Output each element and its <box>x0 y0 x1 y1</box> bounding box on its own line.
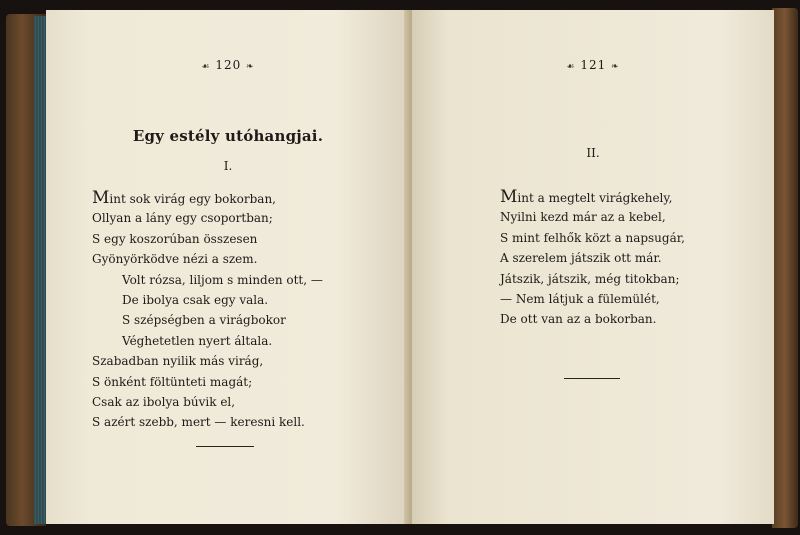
ornament-icon: ☙ <box>201 62 211 72</box>
poem-line: Gyönyörködve nézi a szem. <box>92 252 258 267</box>
poem-line: Véghetetlen nyert általa. <box>122 333 273 348</box>
initial-letter: M <box>500 187 518 207</box>
poem-line: S egy koszorúban összesen <box>92 231 258 246</box>
page-number-value: 120 <box>215 58 242 72</box>
end-rule <box>564 378 620 379</box>
section-numeral: I. <box>223 159 233 173</box>
right-cover-edge <box>772 8 798 528</box>
poem-line: S önként föltünteti magát; <box>92 374 253 389</box>
ornament-icon: ❧ <box>246 62 255 72</box>
left-page <box>46 10 410 524</box>
poem-stanza <box>92 188 323 433</box>
poem-line: Szabadban nyilik más virág, <box>92 354 264 369</box>
page-number-right <box>412 58 774 72</box>
poem-line: — Nem látjuk a fülemülét, <box>500 291 660 306</box>
ornament-icon: ❧ <box>611 62 620 72</box>
poem-line: Nyilni kezd már az a kebel, <box>500 210 666 225</box>
poem-line: Volt rózsa, liljom s minden ott, — <box>122 272 323 287</box>
poem-line: S szépségben a virágbokor <box>122 313 286 328</box>
poem-line: Mint a megtelt virágkehely, <box>500 187 673 207</box>
poem-line: De ibolya csak egy vala. <box>122 292 269 307</box>
poem-line: S mint felhők közt a napsugár, <box>500 230 685 245</box>
poem-line: Csak az ibolya búvik el, <box>92 394 236 409</box>
page-number-left <box>46 58 410 72</box>
right-page <box>412 10 774 524</box>
poem-title: Egy estély utóhangjai. <box>132 127 324 145</box>
ornament-icon: ☙ <box>566 62 576 72</box>
page-number-value: 121 <box>580 58 607 72</box>
poem-line: S azért szebb, mert — keresni kell. <box>92 415 305 430</box>
poem-line: A szerelem játszik ott már. <box>500 251 662 266</box>
poem-line: Mint sok virág egy bokorban, <box>92 188 276 208</box>
end-rule <box>196 446 254 447</box>
poem-line: De ott van az a bokorban. <box>500 312 657 327</box>
poem-line: Játszik, játszik, még titokban; <box>500 271 680 286</box>
poem-stanza <box>500 187 685 330</box>
section-numeral: II. <box>586 146 600 160</box>
initial-letter: M <box>92 188 110 208</box>
poem-line: Ollyan a lány egy csoportban; <box>92 211 273 226</box>
